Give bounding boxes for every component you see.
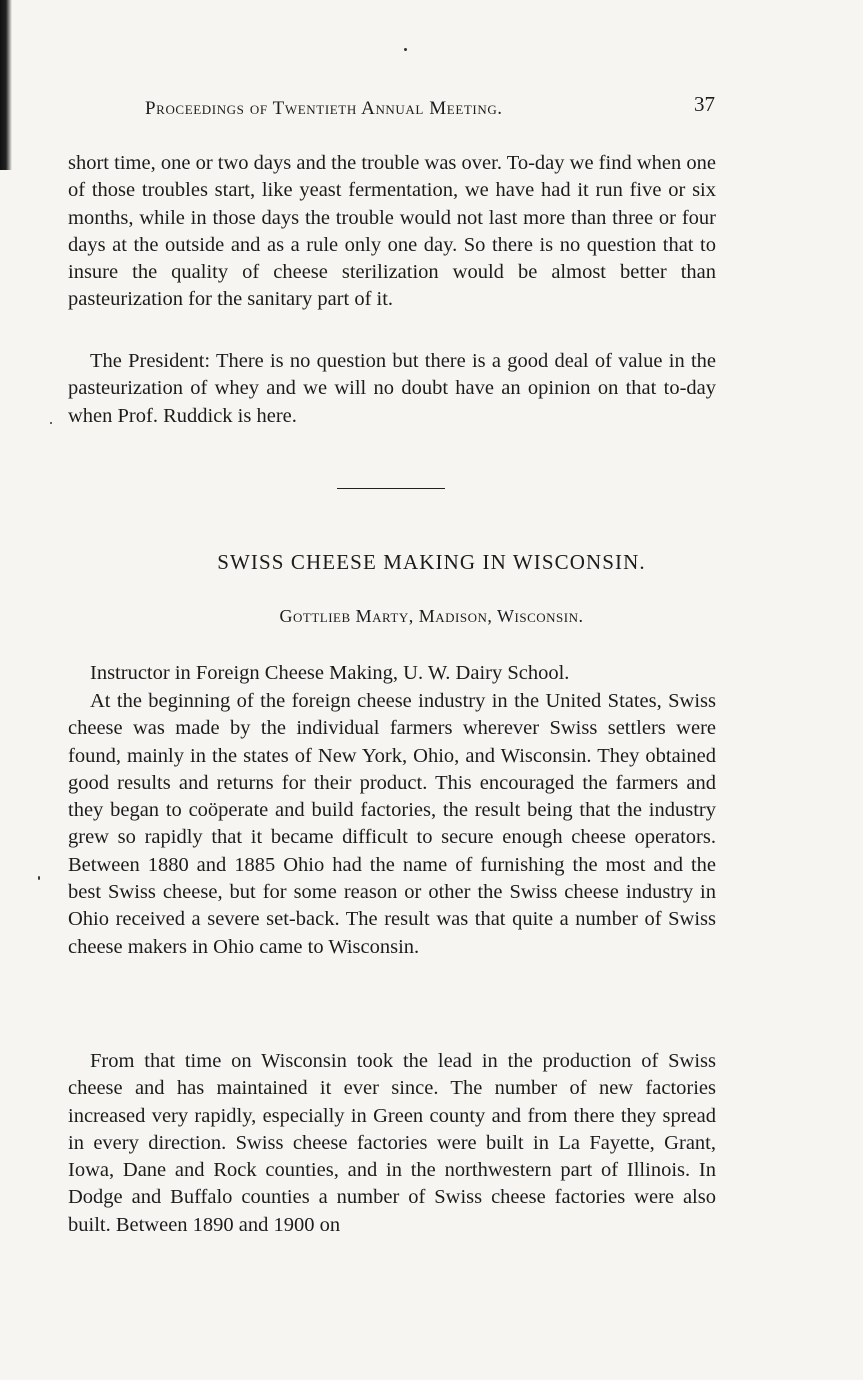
scan-speck (50, 422, 52, 424)
running-head: Proceedings of Twentieth Annual Meeting. (145, 98, 503, 119)
paragraph-president-remark: The President: There is no question but there is a good deal of value in the pasteurization of whey and we will no doubt have an opinion on that to-day when Prof. Ruddick is here. (68, 350, 716, 427)
page-number: 37 (694, 92, 715, 116)
page-header (145, 92, 715, 122)
scan-binding-shadow (0, 0, 12, 170)
paragraph-history: At the beginning of the foreign cheese industry in the United States, Swiss cheese was made by the individual farmers wherever Swiss settlers were found, mainly in the states of New York, Ohio, and Wisconsin. They obtained good results and returns for their product. This encouraged the farmers and they began to coöperate and build factories, the result being that the industry grew so rapidly that it became difficult to secure enough cheese operators. Between 1880 and 1885 Ohio had the name of furnishing the most and the best Swiss cheese, but for some reason or other the Swiss cheese industry in Ohio received a severe set-back. The result was that quite a number of Swiss cheese makers in Ohio came to Wisconsin. (68, 690, 716, 958)
paragraph-continuation: short time, one or two days and the trouble was over. To-day we find when one of those troubles start, like yeast fermentation, we have had it run five or six months, while in those days the trouble would not last more than three or four days at the outside and as a rule only one day. So there is no question that to insure the quality of cheese sterilization would be almost better than pasteurization for the sanitary part of it. (68, 152, 716, 311)
scan-speck (404, 48, 407, 51)
section-divider (337, 488, 445, 489)
paragraph-wisconsin-lead: From that time on Wisconsin took the lead in the production of Swiss cheese and has maintained it ever since. The number of new factories increased very rapidly, especially in Green county and from there they spread in every direction. Swiss cheese factories were built in La Fayette, Grant, Iowa, Dane and Rock counties, and in the northwestern part of Illinois. In Dodge and Buffalo counties a number of Swiss cheese factories were also built. Between 1890 and 1900 on (68, 1050, 716, 1236)
article-title: SWISS CHEESE MAKING IN WISCONSIN. (217, 550, 646, 574)
article-byline: Gottlieb Marty, Madison, Wisconsin. (279, 606, 584, 626)
scan-speck (38, 876, 40, 880)
author-affiliation: Instructor in Foreign Cheese Making, U. W. Dairy School. (90, 662, 570, 684)
